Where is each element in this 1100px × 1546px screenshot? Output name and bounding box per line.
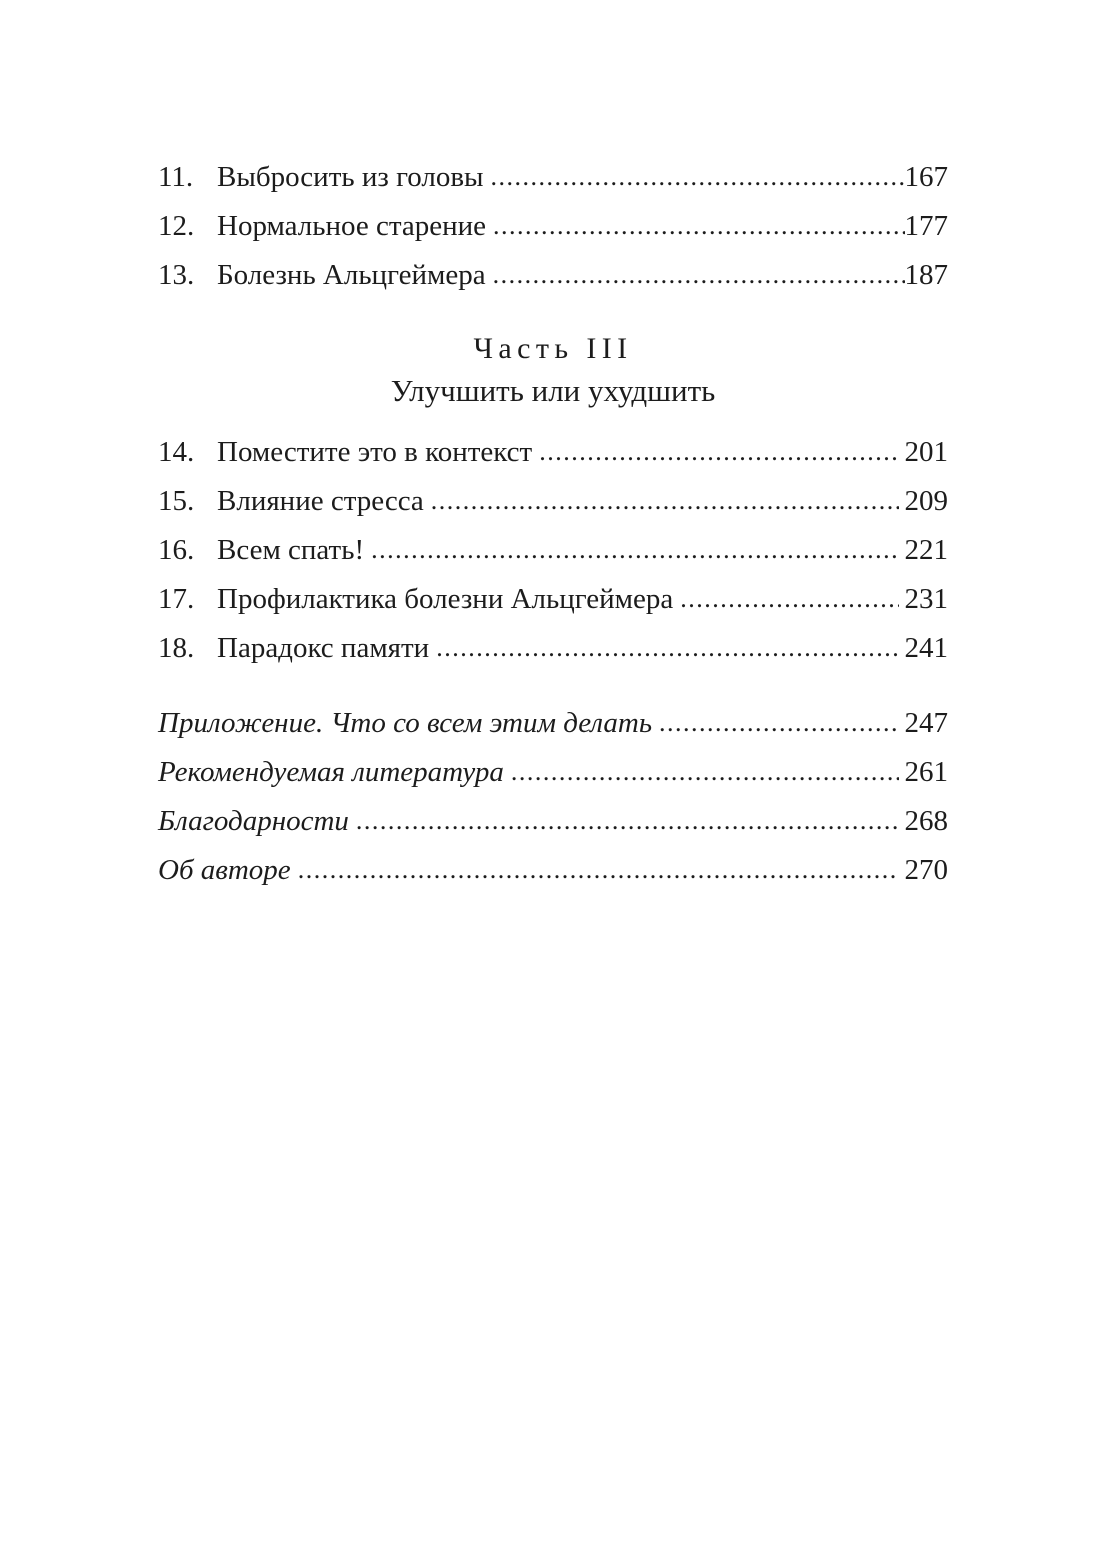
toc-entry xyxy=(158,748,948,797)
toc-entry-page: 270 xyxy=(904,854,948,886)
toc-entry-title: Рекомендуемая литература xyxy=(158,756,504,788)
dot-leader xyxy=(680,574,898,623)
toc-entry xyxy=(158,251,948,300)
dot-leader xyxy=(431,476,899,525)
toc-entry-number: 13. xyxy=(158,259,195,291)
toc-entry-page: 201 xyxy=(904,436,948,468)
dot-leader xyxy=(298,845,899,894)
toc-entry-title: Всем спать! xyxy=(217,534,365,566)
dot-leader xyxy=(436,623,898,672)
toc-entry-page: 241 xyxy=(904,632,948,664)
dot-leader xyxy=(356,796,899,845)
toc-entry-page: 187 xyxy=(904,259,948,291)
toc-entry-number: 12. xyxy=(158,210,195,242)
toc-entry xyxy=(158,526,948,575)
toc-entry-title: Нормальное старение xyxy=(217,210,487,242)
toc-entry-page: 261 xyxy=(904,756,948,788)
toc-entry xyxy=(158,846,948,895)
toc-entry xyxy=(158,202,948,251)
toc-entry-title: Поместите это в контекст xyxy=(217,436,533,468)
toc-entry-title: Об авторе xyxy=(158,854,291,886)
toc-entry-title: Благодарности xyxy=(158,805,349,837)
toc-entry xyxy=(158,797,948,846)
toc-entry-title: Парадокс памяти xyxy=(217,632,430,664)
dot-leader xyxy=(493,250,905,299)
toc-entry xyxy=(158,624,948,673)
toc-entry-title: Болезнь Альцгеймера xyxy=(217,259,486,291)
toc-entry-number: 14. xyxy=(158,436,195,468)
toc-entry-title: Профилактика болезни Альцгеймера xyxy=(217,583,674,615)
toc-entry xyxy=(158,153,948,202)
toc-entry-number: 17. xyxy=(158,583,195,615)
toc-entry-page: 247 xyxy=(904,707,948,739)
toc-entry-page: 268 xyxy=(904,805,948,837)
toc-entry xyxy=(158,428,948,477)
toc-entry-page: 167 xyxy=(904,161,948,193)
toc-entry-number: 15. xyxy=(158,485,195,517)
toc-entry xyxy=(158,699,948,748)
part-heading: Часть III xyxy=(473,332,633,365)
toc-entry-number: 18. xyxy=(158,632,195,664)
toc-entry-title: Выбросить из головы xyxy=(217,161,484,193)
toc-entry-title: Влияние стресса xyxy=(217,485,424,517)
toc-group-backmatter xyxy=(158,699,948,895)
toc-entry xyxy=(158,477,948,526)
toc-entry-page: 177 xyxy=(904,210,948,242)
part-heading-block xyxy=(158,328,948,412)
toc-entry-number: 16. xyxy=(158,534,195,566)
toc-entry-title: Приложение. Что со всем этим делать xyxy=(158,707,653,739)
dot-leader xyxy=(659,698,898,747)
dot-leader xyxy=(539,427,898,476)
dot-leader xyxy=(511,747,899,796)
dot-leader xyxy=(371,525,898,574)
toc-group-part3 xyxy=(158,428,948,673)
toc-entry-page: 231 xyxy=(904,583,948,615)
toc-entry-page: 221 xyxy=(904,534,948,566)
part-subtitle: Улучшить или ухудшить xyxy=(390,373,716,408)
toc-group-front xyxy=(158,153,948,300)
dot-leader xyxy=(491,152,905,201)
toc-entry-number: 11. xyxy=(158,161,194,193)
toc-entry-page: 209 xyxy=(904,485,948,517)
dot-leader xyxy=(493,201,904,250)
toc-entry xyxy=(158,575,948,624)
